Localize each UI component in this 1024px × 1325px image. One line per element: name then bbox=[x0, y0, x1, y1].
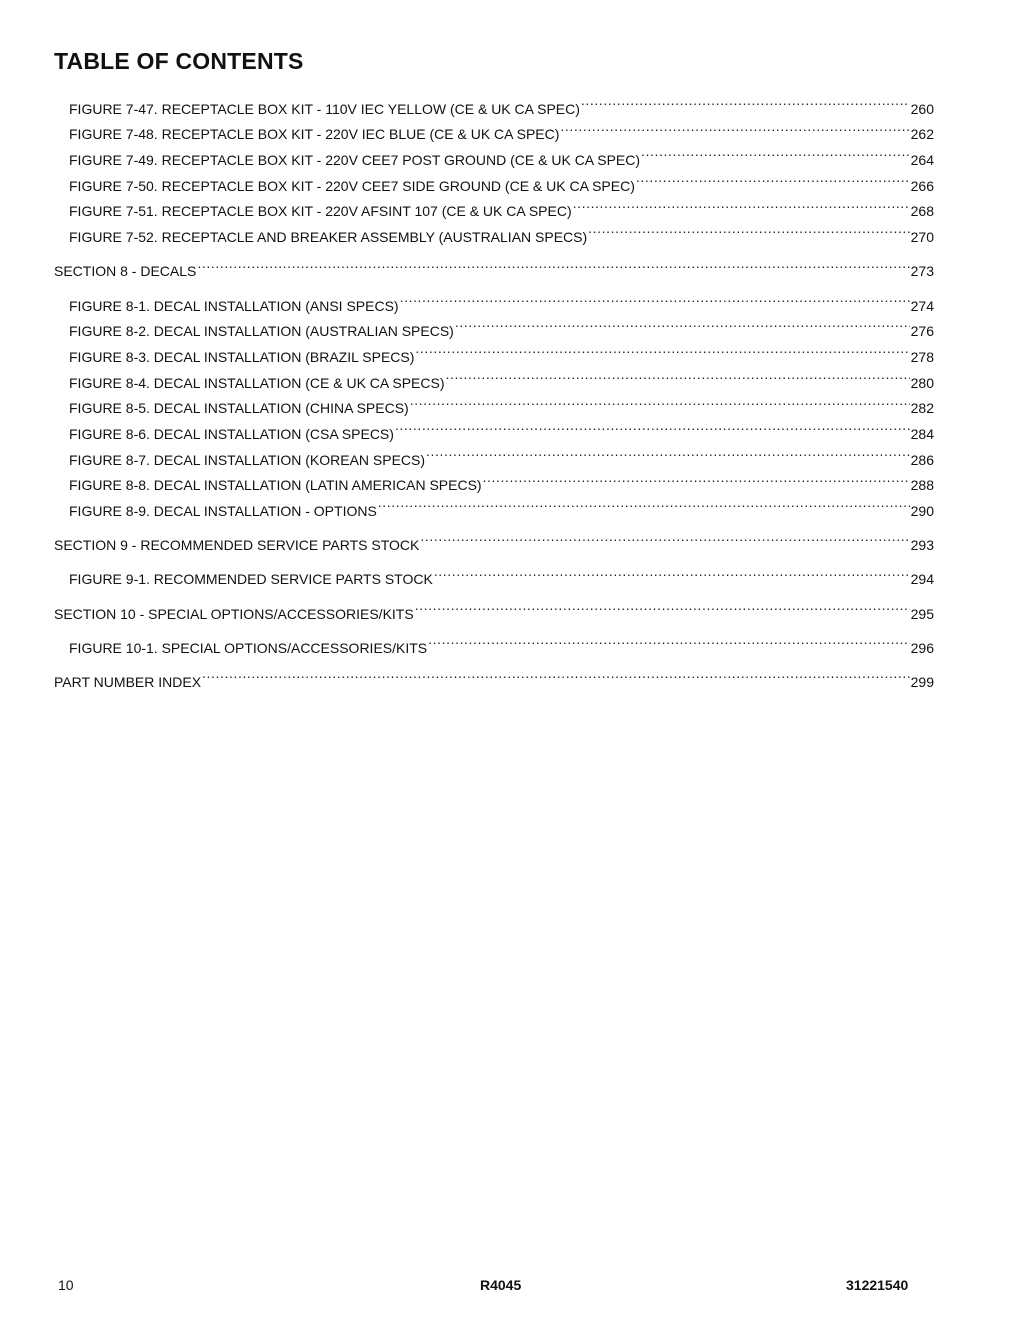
toc-entry-page: 274 bbox=[910, 297, 934, 314]
toc-entry-label: FIGURE 7-49. RECEPTACLE BOX KIT - 220V CEE7 POST GROUND (CE & UK CA SPEC) bbox=[69, 152, 641, 169]
toc-section-entry[interactable] bbox=[54, 251, 934, 280]
dot-leader bbox=[560, 114, 909, 140]
toc-entry-page: 260 bbox=[910, 100, 934, 117]
toc-section-entry[interactable] bbox=[54, 593, 934, 622]
toc-entry-page: 295 bbox=[910, 605, 934, 622]
toc-entry-page: 276 bbox=[910, 323, 934, 340]
dot-leader bbox=[434, 559, 910, 585]
toc-entry-label: FIGURE 10-1. SPECIAL OPTIONS/ACCESSORIES/KITS bbox=[69, 639, 428, 656]
dot-leader bbox=[202, 661, 910, 687]
toc-entry-label: FIGURE 8-7. DECAL INSTALLATION (KOREAN SPECS) bbox=[69, 451, 426, 468]
toc-entry-label: FIGURE 8-4. DECAL INSTALLATION (CE & UK CA SPECS) bbox=[69, 374, 445, 391]
toc-entry-page: 264 bbox=[910, 152, 934, 169]
toc-entry-label: SECTION 8 - DECALS bbox=[54, 263, 197, 280]
page-title: TABLE OF CONTENTS bbox=[54, 48, 304, 74]
toc-entry-page: 288 bbox=[910, 477, 934, 494]
toc-figure-entry[interactable] bbox=[54, 88, 934, 117]
toc-entry-label: FIGURE 8-5. DECAL INSTALLATION (CHINA SPECS) bbox=[69, 400, 409, 417]
toc-entry-page: 278 bbox=[910, 348, 934, 365]
dot-leader bbox=[410, 388, 910, 414]
toc-entry-label: FIGURE 8-8. DECAL INSTALLATION (LATIN AMERICAN SPECS) bbox=[69, 477, 482, 494]
toc-figure-entry[interactable] bbox=[54, 627, 934, 656]
toc-entry-label: FIGURE 7-48. RECEPTACLE BOX KIT - 220V IEC BLUE (CE & UK CA SPEC) bbox=[69, 126, 560, 143]
toc-entry-page: 296 bbox=[910, 639, 934, 656]
toc-entry-page: 290 bbox=[910, 503, 934, 519]
toc-entry-page: 273 bbox=[910, 263, 934, 280]
dot-leader bbox=[415, 336, 909, 362]
footer-model: R4045 bbox=[480, 1277, 522, 1293]
toc-entry-page: 284 bbox=[910, 425, 934, 442]
toc-entry-page: 262 bbox=[910, 126, 934, 143]
toc-entry-label: FIGURE 7-50. RECEPTACLE BOX KIT - 220V CEE7 SIDE GROUND (CE & UK CA SPEC) bbox=[69, 177, 635, 194]
toc-entry-label: FIGURE 8-1. DECAL INSTALLATION (ANSI SPECS) bbox=[69, 297, 399, 314]
toc-entry-page: 282 bbox=[910, 400, 934, 417]
toc-entry-page: 286 bbox=[910, 451, 934, 468]
dot-leader bbox=[581, 88, 910, 114]
dot-leader bbox=[395, 413, 910, 439]
dot-leader bbox=[588, 216, 909, 242]
dot-leader bbox=[641, 139, 910, 165]
toc-entry-page: 268 bbox=[910, 203, 934, 220]
toc-entry-label: SECTION 10 - SPECIAL OPTIONS/ACCESSORIES/KITS bbox=[54, 605, 414, 622]
toc-entry-label: FIGURE 9-1. RECOMMENDED SERVICE PARTS STOCK bbox=[69, 571, 433, 588]
footer-doc-number: 31221540 bbox=[846, 1277, 909, 1293]
toc-entry-page: 294 bbox=[910, 571, 934, 588]
toc-entry-label: FIGURE 8-3. DECAL INSTALLATION (BRAZIL SPECS) bbox=[69, 348, 415, 365]
toc-entry-label: FIGURE 8-9. DECAL INSTALLATION - OPTIONS bbox=[69, 503, 377, 519]
dot-leader bbox=[197, 251, 909, 277]
dot-leader bbox=[636, 165, 910, 191]
footer-page-number: 10 bbox=[58, 1277, 74, 1293]
toc-entry-page: 299 bbox=[910, 673, 934, 690]
toc-section-entry[interactable] bbox=[54, 525, 934, 554]
toc-entry-label: FIGURE 7-51. RECEPTACLE BOX KIT - 220V AFSINT 107 (CE & UK CA SPEC) bbox=[69, 203, 572, 220]
toc-section-entry[interactable] bbox=[54, 661, 934, 690]
table-of-contents bbox=[54, 88, 934, 695]
dot-leader bbox=[483, 465, 910, 491]
dot-leader bbox=[446, 362, 910, 388]
toc-entry-page: 280 bbox=[910, 374, 934, 391]
toc-entry-label: FIGURE 8-2. DECAL INSTALLATION (AUSTRALIAN SPECS) bbox=[69, 323, 454, 340]
dot-leader bbox=[420, 525, 909, 551]
toc-entry-page: 293 bbox=[910, 537, 934, 554]
dot-leader bbox=[400, 285, 910, 311]
dot-leader bbox=[573, 191, 910, 217]
toc-entry-page: 266 bbox=[910, 177, 934, 194]
dot-leader bbox=[428, 627, 910, 653]
toc-entry-label: FIGURE 7-47. RECEPTACLE BOX KIT - 110V IEC YELLOW (CE & UK CA SPEC) bbox=[69, 100, 580, 117]
toc-entry-label: FIGURE 8-6. DECAL INSTALLATION (CSA SPECS) bbox=[69, 425, 394, 442]
dot-leader bbox=[455, 311, 910, 337]
dot-leader bbox=[378, 490, 910, 516]
toc-figure-entry[interactable] bbox=[54, 559, 934, 588]
dot-leader bbox=[415, 593, 910, 619]
toc-entry-label: SECTION 9 - RECOMMENDED SERVICE PARTS STOCK bbox=[54, 537, 420, 554]
toc-entry-label: FIGURE 7-52. RECEPTACLE AND BREAKER ASSEMBLY (AUSTRALIAN SPECS) bbox=[69, 229, 588, 246]
toc-entry-page: 270 bbox=[910, 229, 934, 246]
toc-entry-label: PART NUMBER INDEX bbox=[54, 673, 202, 690]
toc-figure-entry[interactable] bbox=[54, 285, 934, 314]
dot-leader bbox=[426, 439, 910, 465]
